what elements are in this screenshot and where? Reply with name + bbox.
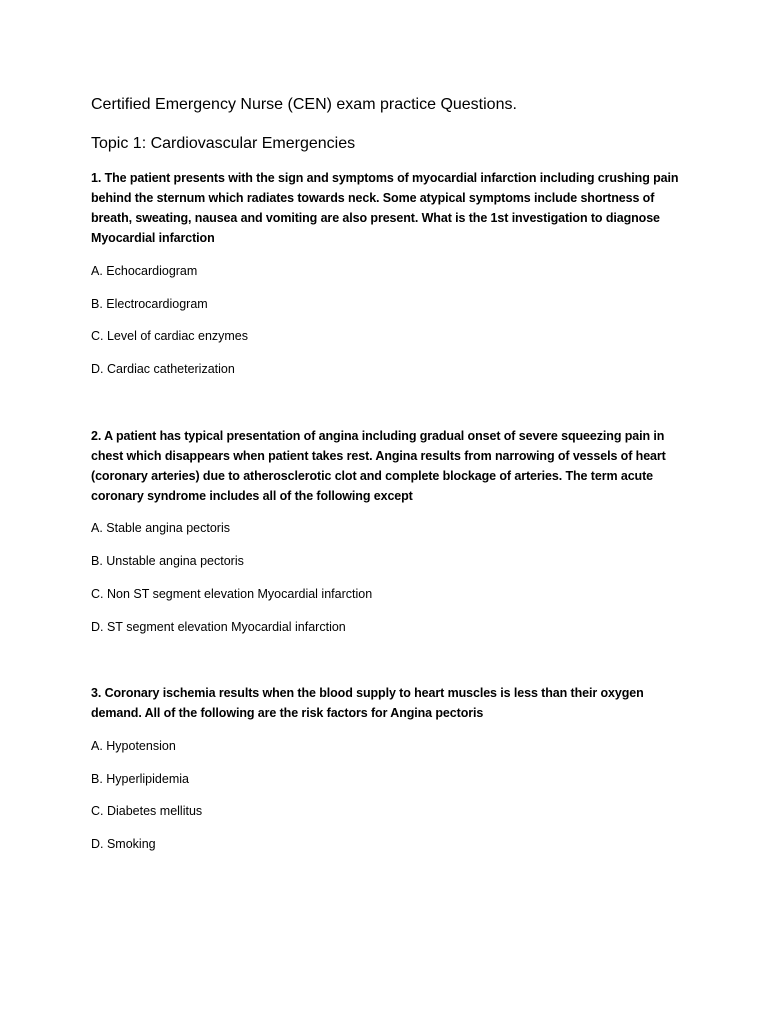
question-1-option-b: B. Electrocardiogram [91, 297, 208, 311]
document-title: Certified Emergency Nurse (CEN) exam practice Questions. [91, 96, 517, 113]
question-1-stem: 1. The patient presents with the sign and symptoms of myocardial infarction including crushing pain behind the sternum which radiates towards neck. Some atypical symptoms include shortness of breath, sweating, nausea and vomiting are also present. What is the 1st investigation to diagnose Myocardial infarction [91, 171, 679, 245]
question-3-option-a: A. Hypotension [91, 739, 176, 753]
question-3-stem: 3. Coronary ischemia results when the blood supply to heart muscles is less than their oxygen demand. All of the following are the risk factors for Angina pectoris [91, 686, 644, 720]
topic-heading: Topic 1: Cardiovascular Emergencies [91, 135, 356, 152]
question-1-option-d: D. Cardiac catheterization [91, 362, 235, 376]
question-1-option-a: A. Echocardiogram [91, 264, 198, 278]
question-3-option-d: D. Smoking [91, 837, 156, 851]
question-3-option-b: B. Hyperlipidemia [91, 772, 189, 786]
question-2-option-a: A. Stable angina pectoris [91, 521, 230, 535]
question-1-option-c: C. Level of cardiac enzymes [91, 329, 249, 343]
question-2-option-b: B. Unstable angina pectoris [91, 554, 244, 568]
question-2-option-c: C. Non ST segment elevation Myocardial infarction [91, 587, 373, 601]
question-3-option-c: C. Diabetes mellitus [91, 804, 203, 818]
question-2-option-d: D. ST segment elevation Myocardial infarction [91, 620, 346, 634]
question-2-stem: 2. A patient has typical presentation of angina including gradual onset of severe squeezing pain in chest which disappears when patient takes rest. Angina results from narrowing of vessels of heart (coronary arteries) due to atherosclerotic clot and complete blockage of arteries. The term acute coronary syndrome includes all of the following except [91, 429, 666, 503]
